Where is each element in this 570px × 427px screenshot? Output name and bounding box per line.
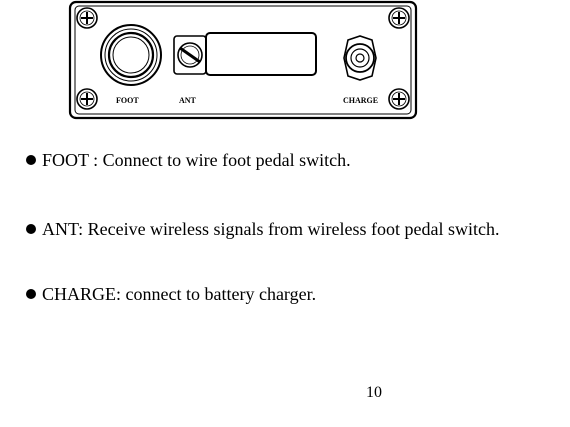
- page-number: 10: [366, 384, 382, 401]
- screw-icon: [389, 8, 409, 28]
- list-item-text: FOOT : Connect to wire foot pedal switch.: [42, 150, 351, 170]
- screw-icon: [77, 89, 97, 109]
- charge-connector-icon: [344, 36, 376, 80]
- foot-connector-icon: [101, 25, 161, 85]
- list-item-charge: [26, 282, 317, 306]
- charge-label: CHARGE: [343, 96, 379, 105]
- bullet-icon: [26, 289, 36, 299]
- list-item-ant: [26, 217, 500, 241]
- screw-icon: [77, 8, 97, 28]
- screw-icon: [389, 89, 409, 109]
- connector-panel-diagram: [68, 0, 418, 120]
- ant-label: ANT: [179, 96, 196, 105]
- list-item-text: ANT: Receive wireless signals from wireless foot pedal switch.: [42, 219, 500, 239]
- ant-connector-icon: [174, 33, 316, 75]
- list-item-foot: [26, 148, 351, 172]
- bullet-icon: [26, 155, 36, 165]
- foot-label: FOOT: [116, 96, 139, 105]
- list-item-text: CHARGE: connect to battery charger.: [42, 284, 317, 304]
- bullet-icon: [26, 224, 36, 234]
